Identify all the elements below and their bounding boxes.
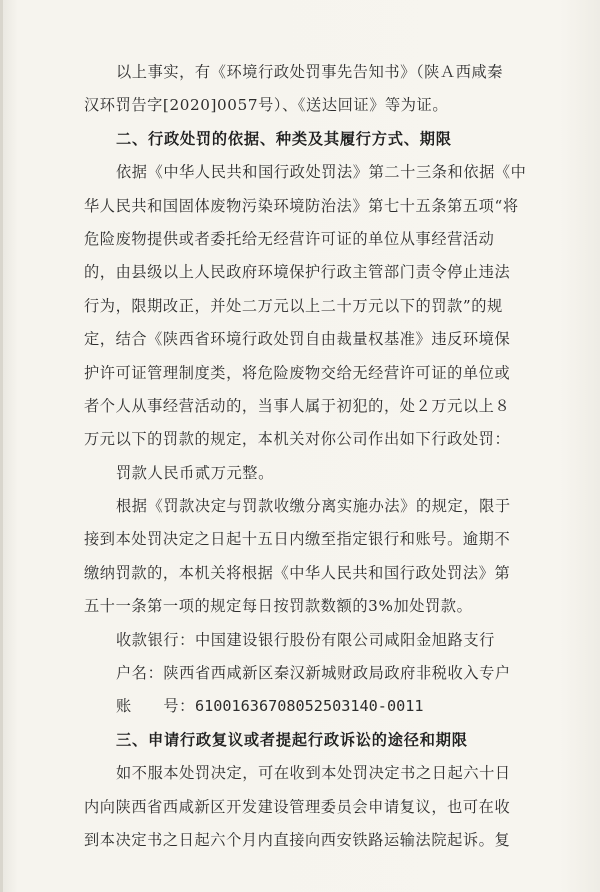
paragraph-1-line-2: 汉环罚告字[2020]0057号）、《送达回证》等为证。 [84,96,449,115]
section-2-para-2-line-2: 接到本处罚决定之日起十五日内缴至指定银行和账号。逾期不 [84,530,511,549]
account-number-value: 61001636708052503140-0011 [194,697,424,716]
bank-label: 收款银行： [116,630,195,649]
section-3-para-1-line-2: 内向陕西省西咸新区开发建设管理委员会申请复议，也可在收 [84,797,511,816]
section-2-para-1-line-2: 华人民共和国固体废物污染环境防治法》第七十五条第五项“将 [84,196,519,215]
account-name-value: 陕西省西咸新区秦汉新城财政局政府非税收入专户 [163,664,511,683]
document-body [84,56,546,857]
section-2-para-1-line-6: 定，结合《陕西省环境行政处罚自由裁量权基准》违反环境保 [84,330,511,349]
section-2-para-2-line-3: 缴纳罚款的，本机关将根据《中华人民共和国行政处罚法》第 [84,563,511,582]
paragraph-1-line-1: 以上事实，有《环境行政处罚事先告知书》（陕Ａ西咸秦 [116,63,504,81]
account-name-label: 户名： [116,664,164,683]
section-3-heading: 三、申请行政复议或者提起行政诉讼的途径和期限 [116,730,468,749]
section-2-para-1-line-3: 危险废物提供或者委托给无经营许可证的单位从事经营活动 [84,229,495,248]
account-number-label: 账 号： [116,697,195,716]
section-2-para-1-line-5: 行为，限期改正，并处二万元以上二十万元以下的罚款”的规 [84,296,503,315]
section-3-para-1-line-3: 到本决定书之日起六个月内直接向西安铁路运输法院起诉。复 [84,830,511,849]
section-2-para-2-line-1: 根据《罚款决定与罚款收缴分离实施办法》的规定，限于 [116,497,511,516]
page-edge-shadow [0,0,3,892]
section-3-para-1-line-1: 如不服本处罚决定，可在收到本处罚决定书之日起六十日 [116,764,511,783]
penalty-statement: 罚款人民币贰万元整。 [116,463,274,482]
section-2-para-1-line-7: 护许可证管理制度类，将危险废物交给无经营许可证的单位或 [84,363,511,382]
section-2-para-1-line-9: 万元以下的罚款的规定，本机关对你公司作出如下行政处罚： [84,430,511,449]
section-2-para-1-line-4: 的，由县级以上人民政府环境保护行政主管部门责令停止违法 [84,263,511,282]
section-2-para-1-line-8: 者个人从事经营活动的，当事人属于初犯的，处２万元以上８ [84,396,511,415]
bank-value: 中国建设银行股份有限公司咸阳金旭路支行 [194,630,495,649]
account-name-row [84,657,546,690]
section-2-para-2-line-4: 五十一条第一项的规定每日按罚款数额的3%加处罚款。 [84,597,473,616]
section-2-heading: 二、行政处罚的依据、种类及其履行方式、期限 [116,129,452,148]
account-number-row [84,690,546,723]
bank-row [84,624,546,657]
section-2-para-1-line-1: 依据《中华人民共和国行政处罚法》第二十三条和依据《中 [116,163,527,182]
